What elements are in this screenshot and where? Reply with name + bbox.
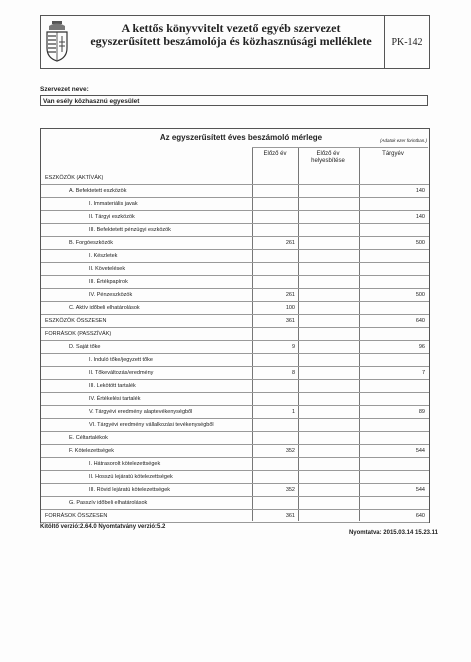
row-label: FORRÁSOK (PASSZÍVÁK) bbox=[45, 331, 112, 337]
column-header-current-year: Tárgyév bbox=[382, 151, 404, 157]
table-row bbox=[41, 405, 429, 418]
prev-year-value: 261 bbox=[285, 292, 295, 298]
table-row bbox=[41, 197, 429, 210]
row-label: II. Hosszú lejáratú kötelezettségek bbox=[89, 474, 173, 480]
current-year-value: 544 bbox=[415, 487, 425, 493]
row-label: ESZKÖZÖK (AKTÍVÁK) bbox=[45, 175, 104, 181]
row-label: III. Értékpapírok bbox=[89, 279, 128, 285]
row-label: I. Hátrasorolt kötelezettségek bbox=[89, 461, 161, 467]
table-row bbox=[41, 418, 429, 431]
balance-title: Az egyszerűsített éves beszámoló mérlege bbox=[159, 133, 323, 142]
prev-year-value: 352 bbox=[285, 487, 295, 493]
row-label: V. Tárgyévi eredmény alaptevékenységből bbox=[89, 409, 193, 415]
table-row bbox=[41, 314, 429, 327]
row-label: B. Forgóeszközök bbox=[69, 240, 114, 246]
row-label: II. Tárgyi eszközök bbox=[89, 214, 135, 220]
row-label: III. Lekötött tartalék bbox=[89, 383, 136, 389]
table-row bbox=[41, 210, 429, 223]
prev-year-value: 361 bbox=[285, 513, 295, 519]
current-year-value: 96 bbox=[418, 344, 425, 350]
row-label: I. Induló tőke/jegyzett tőke bbox=[89, 357, 153, 363]
row-label: III. Rövid lejáratú kötelezettségek bbox=[89, 487, 171, 493]
form-title bbox=[81, 22, 381, 48]
table-row bbox=[41, 327, 429, 340]
column-header-correction: Előző év helyesbítése bbox=[311, 151, 345, 164]
row-label: C. Aktív időbeli elhatárolások bbox=[69, 305, 140, 311]
row-label: IV. Pénzeszközök bbox=[89, 292, 133, 298]
table-row bbox=[41, 249, 429, 262]
table-row bbox=[41, 366, 429, 379]
prev-year-value: 361 bbox=[285, 318, 295, 324]
version-info: Kitöltő verzió:2.64.0 Nyomtatvány verzió:5.2 bbox=[40, 524, 166, 530]
current-year-value: 89 bbox=[418, 409, 425, 415]
table-row bbox=[41, 288, 429, 301]
table-row bbox=[41, 457, 429, 470]
current-year-value: 7 bbox=[421, 370, 425, 376]
current-year-value: 544 bbox=[415, 448, 425, 454]
row-label: IV. Értékelési tartalék bbox=[89, 396, 141, 402]
table-row bbox=[41, 496, 429, 509]
current-year-value: 500 bbox=[415, 240, 425, 246]
table-row bbox=[41, 275, 429, 288]
row-label: I. Immateriális javak bbox=[89, 201, 138, 207]
row-label: II. Tőkeváltozás/eredmény bbox=[89, 370, 154, 376]
current-year-value: 500 bbox=[415, 292, 425, 298]
row-label: II. Követelések bbox=[89, 266, 126, 272]
table-row bbox=[41, 379, 429, 392]
row-label: I. Készletek bbox=[89, 253, 118, 259]
unit-note: (Adatok ezer forintban.) bbox=[379, 138, 427, 143]
prev-year-value: 9 bbox=[291, 344, 295, 350]
column-header-prev-year: Előző év bbox=[263, 151, 287, 157]
print-timestamp: Nyomtatva: 2015.03.14 15.23.11 bbox=[348, 530, 438, 536]
row-label: G. Passzív időbeli elhatárolások bbox=[69, 500, 148, 506]
current-year-value: 140 bbox=[415, 214, 425, 220]
balance-sheet-table bbox=[40, 128, 430, 523]
prev-year-value: 352 bbox=[285, 448, 295, 454]
table-row bbox=[41, 353, 429, 366]
row-label: ESZKÖZÖK ÖSSZESEN bbox=[45, 318, 107, 324]
table-row bbox=[41, 483, 429, 496]
table-row bbox=[41, 184, 429, 197]
coat-of-arms-icon bbox=[44, 20, 70, 62]
title-line-1: A kettős könyvvitelt vezető egyéb szervezet bbox=[121, 21, 341, 35]
row-label: III. Befektetett pénzügyi eszközök bbox=[89, 227, 171, 233]
form-code: PK-142 bbox=[384, 16, 429, 68]
row-label: FORRÁSOK ÖSSZESEN bbox=[45, 513, 108, 519]
title-line-2: egyszerűsített beszámolója és közhasznúsági melléklete bbox=[90, 34, 372, 48]
table-row bbox=[41, 509, 429, 522]
form-header bbox=[40, 15, 430, 69]
row-label: D. Saját tőke bbox=[69, 344, 101, 350]
table-row bbox=[41, 340, 429, 353]
prev-year-value: 261 bbox=[285, 240, 295, 246]
table-row bbox=[41, 262, 429, 275]
prev-year-value: 100 bbox=[285, 305, 295, 311]
current-year-value: 140 bbox=[415, 188, 425, 194]
organization-label: Szervezet neve: bbox=[40, 86, 89, 93]
table-row bbox=[41, 171, 429, 184]
row-label: VI. Tárgyévi eredmény vállalkozási tevékenységből bbox=[89, 422, 214, 428]
prev-year-value: 1 bbox=[291, 409, 295, 415]
table-row bbox=[41, 431, 429, 444]
prev-year-value: 8 bbox=[291, 370, 295, 376]
current-year-value: 640 bbox=[415, 318, 425, 324]
row-divider bbox=[41, 522, 429, 523]
table-row bbox=[41, 301, 429, 314]
row-label: F. Kötelezettségek bbox=[69, 448, 114, 454]
table-row bbox=[41, 223, 429, 236]
table-row bbox=[41, 236, 429, 249]
row-label: A. Befektetett eszközök bbox=[69, 188, 127, 194]
table-row bbox=[41, 444, 429, 457]
table-row bbox=[41, 392, 429, 405]
organization-name-field[interactable]: Van esély közhasznú egyesület bbox=[40, 95, 428, 106]
row-label: E. Céltartalékok bbox=[69, 435, 108, 441]
table-row bbox=[41, 470, 429, 483]
current-year-value: 640 bbox=[415, 513, 425, 519]
